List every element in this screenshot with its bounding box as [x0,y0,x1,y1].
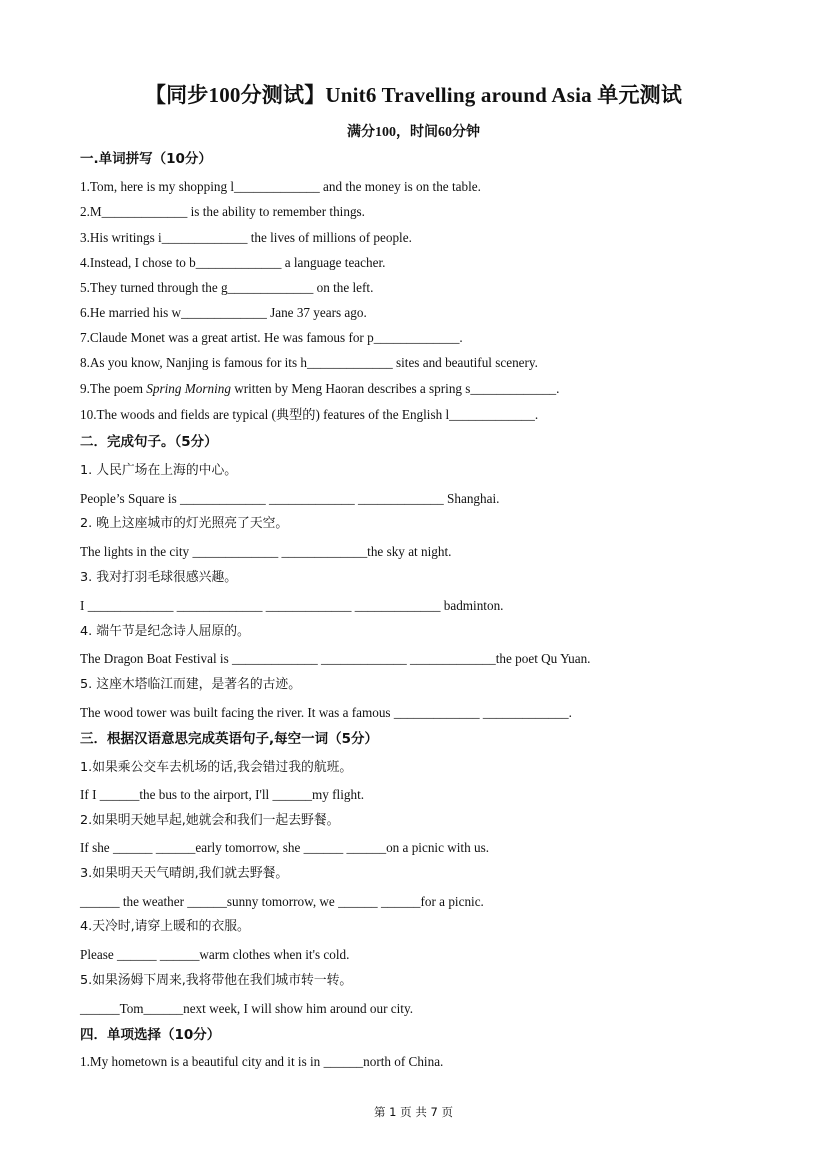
question-9-prefix: 9.The poem [80,381,147,396]
question-line: Please ______ ______warm clothes when it's cold. [80,947,350,962]
question-line: If she ______ ______early tomorrow, she ______ ______on a picnic with us. [80,840,489,855]
chinese-prompt: 5. 这座木塔临江而建，是著名的古迹。 [80,677,302,692]
question-line: 1.Tom, here is my shopping l_____________ and the money is on the table. [80,179,481,194]
question-line-9 [80,381,559,397]
chinese-prompt: 5.如果汤姆下周来,我将带他在我们城市转一转。 [80,973,353,988]
chinese-prompt: 1. 人民广场在上海的中心。 [80,463,238,478]
question-line: I _____________ _____________ _____________ _____________ badminton. [80,598,504,613]
question-line: The lights in the city _____________ _____________the sky at night. [80,544,452,559]
chinese-prompt: 3. 我对打羽毛球很感兴趣。 [80,570,238,585]
question-line: If I ______the bus to the airport, I'll ______my flight. [80,787,365,802]
chinese-prompt: 4.天冷时,请穿上暖和的衣服。 [80,919,250,934]
section-heading-1: 一.单词拼写（10分） [80,151,212,167]
question-line: The Dragon Boat Festival is _____________ _____________ _____________the poet Qu Yuan. [80,651,591,666]
question-line: The wood tower was built facing the river. It was a famous _____________ _____________. [80,705,572,720]
question-line: ______Tom______next week, I will show him around our city. [80,1001,413,1016]
question-line: 10.The woods and fields are typical (典型的) features of the English l_____________. [80,407,539,422]
section-heading-2: 二．完成句子。（5分） [80,434,218,450]
question-line: 5.They turned through the g_____________ on the left. [80,280,374,295]
chinese-prompt: 4. 端午节是纪念诗人屈原的。 [80,624,250,639]
question-line: ______ the weather ______sunny tomorrow, we ______ ______for a picnic. [80,894,484,909]
poem-title: Spring Morning [146,381,231,396]
question-9-suffix: written by Meng Haoran describes a spring s_____________. [230,381,560,396]
question-line: 7.Claude Monet was a great artist. He was famous for p_____________. [80,330,463,345]
question-line: 8.As you know, Nanjing is famous for its h_____________ sites and beautiful scenery. [80,355,538,370]
section-heading-3: 三．根据汉语意思完成英语句子,每空一词（5分） [80,731,379,747]
chinese-prompt: 1.如果乘公交车去机场的话,我会错过我的航班。 [80,760,353,775]
chinese-prompt: 2. 晚上这座城市的灯光照亮了天空。 [80,516,289,531]
question-line: 1.My hometown is a beautiful city and it is in ______north of China. [80,1054,444,1069]
question-line: 6.He married his w_____________ Jane 37 years ago. [80,305,367,320]
question-line: 3.His writings i_____________ the lives of millions of people. [80,230,412,245]
chinese-prompt: 3.如果明天天气晴朗,我们就去野餐。 [80,866,289,881]
page-footer: 第 1 页 共 7 页 [374,1105,453,1119]
page-title: 【同步100分测试】Unit6 Travelling around Asia 单元测试 [144,83,683,107]
section-heading-4: 四．单项选择（10分） [80,1027,221,1043]
chinese-prompt: 2.如果明天她早起,她就会和我们一起去野餐。 [80,813,340,828]
question-line: People’s Square is _____________ _____________ _____________ Shanghai. [80,491,500,506]
question-line: 4.Instead, I chose to b_____________ a language teacher. [80,255,386,270]
question-line: 2.M_____________ is the ability to remember things. [80,204,365,219]
page-subtitle: 满分100，时间60分钟 [347,125,480,140]
